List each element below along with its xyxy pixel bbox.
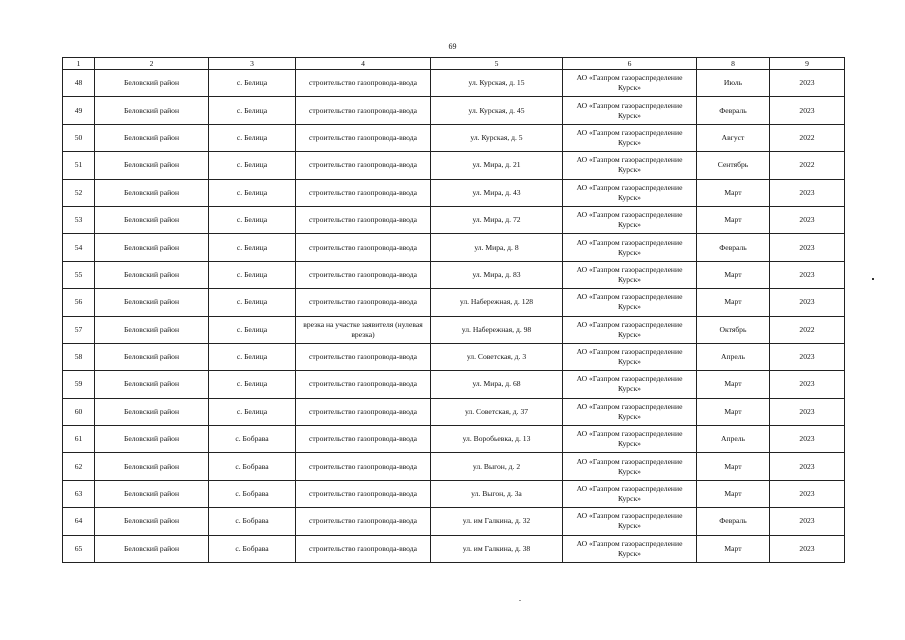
year-cell: 2023 (770, 179, 845, 206)
organization-cell: АО «Газпром газораспределение Курск» (563, 480, 697, 507)
month-cell: Сентябрь (697, 152, 770, 179)
district-cell: Беловский район (95, 70, 209, 97)
organization-cell: АО «Газпром газораспределение Курск» (563, 316, 697, 343)
table-row (63, 453, 845, 480)
district-cell: Беловский район (95, 398, 209, 425)
work-type-cell: строительство газопровода-ввода (296, 480, 431, 507)
district-cell: Беловский район (95, 206, 209, 233)
table-row (63, 508, 845, 535)
table-row (63, 480, 845, 507)
settlement-cell: с. Бобрава (209, 426, 296, 453)
year-cell: 2023 (770, 206, 845, 233)
address-cell: ул. Набережная, д. 128 (431, 289, 563, 316)
row-number-cell: 54 (63, 234, 95, 261)
address-cell: ул. Мира, д. 83 (431, 261, 563, 288)
year-cell: 2023 (770, 453, 845, 480)
settlement-cell: с. Белица (209, 70, 296, 97)
row-number-cell: 65 (63, 535, 95, 562)
address-cell: ул. Советская, д. 37 (431, 398, 563, 425)
month-cell: Март (697, 289, 770, 316)
district-cell: Беловский район (95, 152, 209, 179)
settlement-cell: с. Белица (209, 289, 296, 316)
settlement-cell: с. Белица (209, 97, 296, 124)
row-number-cell: 53 (63, 206, 95, 233)
address-cell: ул. Курская, д. 45 (431, 97, 563, 124)
work-type-cell: строительство газопровода-ввода (296, 97, 431, 124)
address-cell: ул. Воробьевка, д. 13 (431, 426, 563, 453)
row-number-cell: 59 (63, 371, 95, 398)
scan-mark (872, 278, 874, 280)
settlement-cell: с. Белица (209, 398, 296, 425)
work-type-cell: строительство газопровода-ввода (296, 152, 431, 179)
organization-cell: АО «Газпром газораспределение Курск» (563, 261, 697, 288)
column-header-organization: 6 (563, 58, 697, 70)
month-cell: Март (697, 535, 770, 562)
settlement-cell: с. Белица (209, 316, 296, 343)
organization-cell: АО «Газпром газораспределение Курск» (563, 398, 697, 425)
year-cell: 2023 (770, 480, 845, 507)
year-cell: 2023 (770, 289, 845, 316)
table-row (63, 97, 845, 124)
table-row (63, 234, 845, 261)
address-cell: ул. Курская, д. 15 (431, 70, 563, 97)
work-type-cell: строительство газопровода-ввода (296, 535, 431, 562)
table-row (63, 179, 845, 206)
work-type-cell: строительство газопровода-ввода (296, 426, 431, 453)
month-cell: Март (697, 398, 770, 425)
settlement-cell: с. Белица (209, 152, 296, 179)
month-cell: Апрель (697, 343, 770, 370)
table-row (63, 371, 845, 398)
column-header-settlement: 3 (209, 58, 296, 70)
work-type-cell: строительство газопровода-ввода (296, 343, 431, 370)
district-cell: Беловский район (95, 426, 209, 453)
work-type-cell: строительство газопровода-ввода (296, 179, 431, 206)
table-row (63, 124, 845, 151)
table-row (63, 289, 845, 316)
settlement-cell: с. Белица (209, 179, 296, 206)
row-number-cell: 57 (63, 316, 95, 343)
settlement-cell: с. Белица (209, 124, 296, 151)
address-cell: ул. Набережная, д. 98 (431, 316, 563, 343)
organization-cell: АО «Газпром газораспределение Курск» (563, 152, 697, 179)
year-cell: 2023 (770, 398, 845, 425)
work-type-cell: строительство газопровода-ввода (296, 70, 431, 97)
month-cell: Октябрь (697, 316, 770, 343)
year-cell: 2023 (770, 70, 845, 97)
address-cell: ул. им Галкина, д. 32 (431, 508, 563, 535)
table-row (63, 343, 845, 370)
settlement-cell: с. Белица (209, 371, 296, 398)
district-cell: Беловский район (95, 289, 209, 316)
row-number-cell: 62 (63, 453, 95, 480)
year-cell: 2023 (770, 343, 845, 370)
district-cell: Беловский район (95, 234, 209, 261)
address-cell: ул. Мира, д. 43 (431, 179, 563, 206)
year-cell: 2023 (770, 426, 845, 453)
work-type-cell: строительство газопровода-ввода (296, 124, 431, 151)
header-row (63, 58, 845, 70)
table-row (63, 152, 845, 179)
year-cell: 2023 (770, 535, 845, 562)
column-header-work-type: 4 (296, 58, 431, 70)
work-type-cell: строительство газопровода-ввода (296, 261, 431, 288)
month-cell: Март (697, 480, 770, 507)
year-cell: 2022 (770, 152, 845, 179)
district-cell: Беловский район (95, 535, 209, 562)
table-row (63, 316, 845, 343)
address-cell: ул. Мира, д. 72 (431, 206, 563, 233)
settlement-cell: с. Бобрава (209, 535, 296, 562)
month-cell: Март (697, 179, 770, 206)
column-header-district: 2 (95, 58, 209, 70)
work-type-cell: строительство газопровода-ввода (296, 398, 431, 425)
settlement-cell: с. Белица (209, 206, 296, 233)
row-number-cell: 60 (63, 398, 95, 425)
work-type-cell: строительство газопровода-ввода (296, 234, 431, 261)
year-cell: 2023 (770, 261, 845, 288)
address-cell: ул. Мира, д. 68 (431, 371, 563, 398)
table-row (63, 206, 845, 233)
column-header-number: 1 (63, 58, 95, 70)
address-cell: ул. Мира, д. 21 (431, 152, 563, 179)
year-cell: 2022 (770, 124, 845, 151)
settlement-cell: с. Бобрава (209, 453, 296, 480)
year-cell: 2023 (770, 234, 845, 261)
district-cell: Беловский район (95, 343, 209, 370)
table-row (63, 261, 845, 288)
address-cell: ул. Выгон, д. 2 (431, 453, 563, 480)
year-cell: 2022 (770, 316, 845, 343)
month-cell: Март (697, 261, 770, 288)
table-row (63, 535, 845, 562)
address-cell: ул. Курская, д. 5 (431, 124, 563, 151)
row-number-cell: 61 (63, 426, 95, 453)
district-cell: Беловский район (95, 316, 209, 343)
row-number-cell: 63 (63, 480, 95, 507)
organization-cell: АО «Газпром газораспределение Курск» (563, 289, 697, 316)
work-type-cell: строительство газопровода-ввода (296, 206, 431, 233)
organization-cell: АО «Газпром газораспределение Курск» (563, 453, 697, 480)
address-cell: ул. Мира, д. 8 (431, 234, 563, 261)
work-type-cell: врезка на участке заявителя (нулевая врезка) (296, 316, 431, 343)
row-number-cell: 56 (63, 289, 95, 316)
organization-cell: АО «Газпром газораспределение Курск» (563, 97, 697, 124)
row-number-cell: 58 (63, 343, 95, 370)
page-number: 69 (448, 42, 457, 51)
organization-cell: АО «Газпром газораспределение Курск» (563, 124, 697, 151)
organization-cell: АО «Газпром газораспределение Курск» (563, 234, 697, 261)
organization-cell: АО «Газпром газораспределение Курск» (563, 508, 697, 535)
organization-cell: АО «Газпром газораспределение Курск» (563, 206, 697, 233)
settlement-cell: с. Бобрава (209, 480, 296, 507)
row-number-cell: 49 (63, 97, 95, 124)
district-cell: Беловский район (95, 124, 209, 151)
work-type-cell: строительство газопровода-ввода (296, 453, 431, 480)
month-cell: Март (697, 453, 770, 480)
organization-cell: АО «Газпром газораспределение Курск» (563, 70, 697, 97)
month-cell: Февраль (697, 234, 770, 261)
column-header-year: 9 (770, 58, 845, 70)
district-cell: Беловский район (95, 179, 209, 206)
address-cell: ул. им Галкина, д. 38 (431, 535, 563, 562)
row-number-cell: 51 (63, 152, 95, 179)
work-type-cell: строительство газопровода-ввода (296, 508, 431, 535)
district-cell: Беловский район (95, 453, 209, 480)
organization-cell: АО «Газпром газораспределение Курск» (563, 426, 697, 453)
district-cell: Беловский район (95, 371, 209, 398)
district-cell: Беловский район (95, 261, 209, 288)
address-cell: ул. Советская, д. 3 (431, 343, 563, 370)
scan-dot (519, 600, 521, 601)
year-cell: 2023 (770, 508, 845, 535)
row-number-cell: 64 (63, 508, 95, 535)
organization-cell: АО «Газпром газораспределение Курск» (563, 535, 697, 562)
row-number-cell: 50 (63, 124, 95, 151)
table-body (63, 70, 845, 563)
organization-cell: АО «Газпром газораспределение Курск» (563, 371, 697, 398)
month-cell: Апрель (697, 426, 770, 453)
month-cell: Март (697, 371, 770, 398)
table-row (63, 426, 845, 453)
row-number-cell: 55 (63, 261, 95, 288)
column-header-address: 5 (431, 58, 563, 70)
row-number-cell: 52 (63, 179, 95, 206)
year-cell: 2023 (770, 371, 845, 398)
column-header-month: 8 (697, 58, 770, 70)
settlement-cell: с. Бобрава (209, 508, 296, 535)
organization-cell: АО «Газпром газораспределение Курск» (563, 343, 697, 370)
organization-cell: АО «Газпром газораспределение Курск» (563, 179, 697, 206)
settlement-cell: с. Белица (209, 343, 296, 370)
gas-connection-table (62, 57, 845, 563)
table-row (63, 70, 845, 97)
settlement-cell: с. Белица (209, 234, 296, 261)
district-cell: Беловский район (95, 480, 209, 507)
row-number-cell: 48 (63, 70, 95, 97)
work-type-cell: строительство газопровода-ввода (296, 289, 431, 316)
month-cell: Август (697, 124, 770, 151)
month-cell: Июль (697, 70, 770, 97)
month-cell: Март (697, 206, 770, 233)
district-cell: Беловский район (95, 97, 209, 124)
month-cell: Февраль (697, 97, 770, 124)
work-type-cell: строительство газопровода-ввода (296, 371, 431, 398)
year-cell: 2023 (770, 97, 845, 124)
table-row (63, 398, 845, 425)
address-cell: ул. Выгон, д. 3а (431, 480, 563, 507)
settlement-cell: с. Белица (209, 261, 296, 288)
district-cell: Беловский район (95, 508, 209, 535)
month-cell: Февраль (697, 508, 770, 535)
